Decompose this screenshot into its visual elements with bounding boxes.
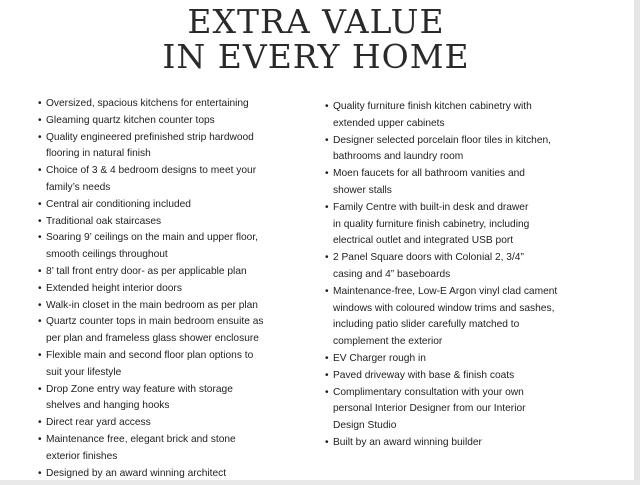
bullet-icon: •: [38, 215, 42, 227]
feature-text: including patio slider carefully matched to: [333, 319, 520, 331]
bullet-icon: •: [325, 436, 329, 448]
feature-item: [325, 284, 587, 351]
feature-item: [38, 264, 278, 281]
bullet-icon: •: [38, 265, 42, 277]
feature-item: [325, 200, 587, 250]
feature-text: Traditional oak staircases: [46, 215, 162, 227]
feature-item: [325, 99, 587, 133]
feature-text: Choice of 3 & 4 bedroom designs to meet your: [46, 165, 257, 177]
feature-item: [325, 250, 587, 284]
feature-text: in quality furniture finish cabinetry, including: [333, 218, 530, 230]
feature-text: Flexible main and second floor plan options to: [46, 349, 254, 361]
feature-item: [325, 166, 587, 200]
feature-text: Design Studio: [333, 420, 397, 432]
feature-text: Central air conditioning included: [46, 198, 191, 210]
feature-text: per plan and frameless glass shower enclosure: [46, 333, 259, 345]
bullet-icon: •: [38, 232, 42, 244]
bullet-icon: •: [38, 165, 42, 177]
feature-text: exterior finishes: [46, 450, 118, 462]
page-edge-bottom: [0, 480, 640, 485]
feature-item: [38, 96, 278, 113]
feature-text: bathrooms and laundry room: [333, 151, 464, 163]
feature-text: Moen faucets for all bathroom vanities and: [333, 168, 525, 180]
bullet-icon: •: [325, 252, 329, 264]
features-list-left: [38, 96, 278, 482]
bullet-icon: •: [38, 433, 42, 445]
feature-text: 2 Panel Square doors with Colonial 2, 3/4”: [333, 252, 524, 264]
feature-item: [38, 197, 278, 214]
feature-text: shelves and hanging hooks: [46, 400, 170, 412]
feature-text: 8’ tall front entry door- as per applicable plan: [46, 265, 247, 277]
feature-text: complement the exterior: [333, 336, 443, 348]
bullet-icon: •: [325, 369, 329, 381]
bullet-icon: •: [38, 98, 42, 109]
title-line-1: EXTRA VALUE: [187, 2, 445, 41]
feature-text: Gleaming quartz kitchen counter tops: [46, 114, 215, 126]
feature-text: Paved driveway with base & finish coats: [333, 369, 515, 381]
feature-text: Direct rear yard access: [46, 417, 151, 429]
feature-text: Extended height interior doors: [46, 282, 182, 294]
feature-text: Complimentary consultation with your own: [333, 386, 524, 398]
bullet-icon: •: [325, 134, 329, 146]
feature-item: [38, 298, 278, 315]
feature-item: [38, 214, 278, 231]
feature-text: electrical outlet and integrated USB port: [333, 235, 514, 247]
feature-text: windows with coloured window trims and sashes,: [333, 302, 555, 314]
feature-text: Designer selected porcelain floor tiles in kitchen,: [333, 134, 552, 146]
feature-text: Family Centre with built-in desk and drawer: [333, 201, 529, 213]
feature-item: [38, 281, 278, 298]
title-line-2: IN EVERY HOME: [162, 37, 470, 76]
feature-item: [325, 385, 587, 435]
feature-item: [38, 432, 278, 466]
feature-text: Quartz counter tops in main bedroom ensuite as: [46, 316, 264, 328]
feature-text: Soaring 9’ ceilings on the main and upper floor,: [46, 232, 258, 244]
feature-text: suit your lifestyle: [46, 366, 122, 378]
feature-text: EV Charger rough in: [333, 352, 426, 364]
bullet-icon: •: [325, 352, 329, 364]
bullet-icon: •: [38, 131, 42, 143]
feature-text: Walk-in closet in the main bedroom as per plan: [46, 299, 258, 311]
feature-text: smooth ceilings throughout: [46, 249, 168, 261]
feature-item: [38, 230, 278, 264]
feature-item: [38, 415, 278, 432]
bullet-icon: •: [38, 316, 42, 328]
feature-text: Oversized, spacious kitchens for entertaining: [46, 98, 249, 109]
feature-item: [325, 133, 587, 167]
bullet-icon: •: [325, 168, 329, 180]
feature-text: casing and 4” baseboards: [333, 268, 451, 280]
bullet-icon: •: [325, 201, 329, 213]
feature-text: Drop Zone entry way feature with storage: [46, 383, 233, 395]
feature-text: personal Interior Designer from our Interior: [333, 403, 526, 415]
bullet-icon: •: [325, 101, 329, 112]
bullet-icon: •: [38, 282, 42, 294]
feature-text: extended upper cabinets: [333, 117, 445, 129]
bullet-icon: •: [38, 299, 42, 311]
feature-text: shower stalls: [333, 184, 392, 196]
feature-item: [38, 163, 278, 197]
feature-item: [38, 130, 278, 164]
page-title: [0, 4, 632, 74]
bullet-icon: •: [38, 198, 42, 210]
feature-text: Built by an award winning builder: [333, 436, 482, 448]
feature-item: [38, 113, 278, 130]
bullet-icon: •: [38, 467, 42, 479]
bullet-icon: •: [325, 386, 329, 398]
feature-item: [38, 382, 278, 416]
feature-item: [325, 351, 587, 368]
feature-text: Quality engineered prefinished strip hardwood: [46, 131, 254, 143]
feature-text: flooring in natural finish: [46, 148, 151, 160]
feature-item: [38, 314, 278, 348]
feature-item: [325, 435, 587, 452]
features-list-right: [325, 99, 587, 452]
bullet-icon: •: [38, 383, 42, 395]
feature-text: Maintenance-free, Low-E Argon vinyl clad cament: [333, 285, 558, 297]
bullet-icon: •: [38, 417, 42, 429]
bullet-icon: •: [325, 285, 329, 297]
feature-text: Designed by an award winning architect: [46, 467, 227, 479]
feature-text: Maintenance free, elegant brick and stone: [46, 433, 236, 445]
feature-item: [325, 368, 587, 385]
bullet-icon: •: [38, 114, 42, 126]
bullet-icon: •: [38, 349, 42, 361]
feature-text: family’s needs: [46, 181, 111, 193]
feature-item: [38, 348, 278, 382]
page-edge-right: [634, 0, 640, 485]
feature-text: Quality furniture finish kitchen cabinetry with: [333, 101, 532, 112]
